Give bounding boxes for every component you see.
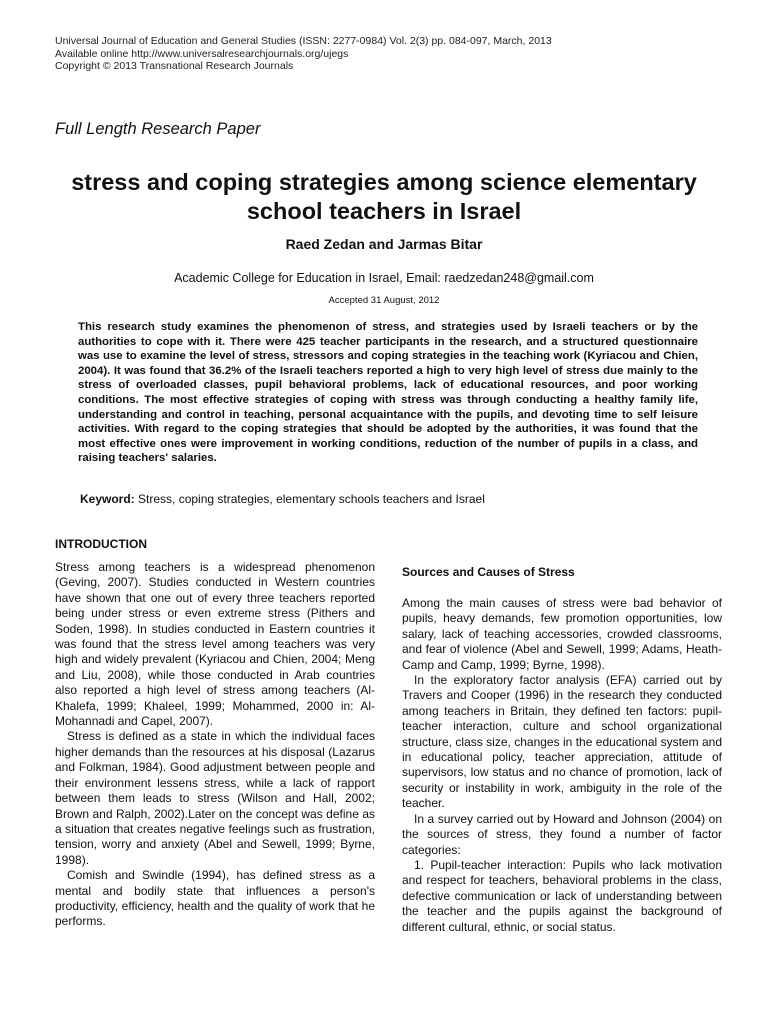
keywords <box>80 492 485 506</box>
journal-header <box>55 35 552 73</box>
accepted-date: Accepted 31 August, 2012 <box>328 295 440 306</box>
sources-column <box>402 596 722 935</box>
introduction-heading: INTRODUCTION <box>55 537 147 551</box>
journal-citation: Universal Journal of Education and General Studies (ISSN: 2277-0984) Vol. 2(3) pp. 084-097, March, 2013 <box>55 35 552 47</box>
sources-heading: Sources and Causes of Stress <box>402 565 575 579</box>
sources-paragraph: In a survey carried out by Howard and Johnson (2004) on the sources of stress, they found a number of factor categories: <box>402 811 722 857</box>
abstract: This research study examines the phenomenon of stress, and strategies used by Israeli teachers or by the authorities to cope with it. There were 425 teacher participants in the research, and a structured questionnaire was use to examine the level of stress, stressors and coping strategies in the teaching work (Kyriacou and Chien, 2004). It was found that 36.2% of the Israeli teachers reported a high to very high level of stress due mainly to the stress of overloaded classes, pupil behavioral problems, lack of educational resources, and poor working conditions. The most effective strategies of coping with stress was through conducting a healthy family life, understanding and control in teaching, personal acquaintance with the pupils, and devoting time to self leisure activities. With regard to the coping strategies that should be adopted by the authorities, it was found that the most effective ones were improvement in working conditions, reduction of the number of pupils in a class, and raising teachers' salaries. <box>78 321 698 465</box>
intro-paragraph: Stress is defined as a state in which the individual faces higher demands than the resources at his disposal (Lazarus and Folkman, 1984). Good adjustment between people and their environment lessens stress, while a lack of rapport between them leads to stress (Wilson and Hall, 2002; Brown and Ralph, 2002).Later on the concept was define as a situation that creates negative feelings such as frustration, tension, worry and anxiety (Abel and Sewell, 1999; Byrne, 1998). <box>55 729 375 867</box>
intro-paragraph: Stress among teachers is a widespread phenomenon (Geving, 2007). Studies conducted in Western countries have shown that one out of every three teachers reported being under stress or even extreme stress (Pithers and Soden, 1998). In studies conducted in Eastern countries it was found that the stress level among teachers was very high and widely prevalent (Kyriacou and Chien, 2004; Meng and Liu, 2008), while those conducted in Arab countries also reported a high level of stress among teachers (Al-Khalefa, 1999; Khaleel, 1999; Mohammed, 2000 in: Al-Mohannadi and Capel, 2007). <box>55 560 375 729</box>
affiliation: Academic College for Education in Israel, Email: raedzedan248@gmail.com <box>174 271 594 285</box>
authors: Raed Zedan and Jarmas Bitar <box>285 236 483 252</box>
journal-url: Available online http://www.universalresearchjournals.org/ujegs <box>55 47 349 60</box>
keyword-label: Keyword: <box>80 492 135 506</box>
paper-type: Full Length Research Paper <box>55 120 261 138</box>
introduction-column <box>55 560 375 930</box>
journal-copyright: Copyright © 2013 Transnational Research Journals <box>55 60 294 72</box>
paper-title: stress and coping strategies among science elementary school teachers in Israel <box>71 169 697 224</box>
sources-paragraph: 1. Pupil-teacher interaction: Pupils who lack motivation and respect for teachers, behavioral problems in the class, defective communication or lack of understanding between the teacher and the pupils against the background of different cultural, ethnic, or social status. <box>402 857 722 934</box>
sources-paragraph: In the exploratory factor analysis (EFA) carried out by Travers and Cooper (1996) in the research they conducted among teachers in Britain, they defined ten factors: pupil-teacher interaction, culture and school organizational structure, class size, changes in the educational system and in educational policy, teacher appreciation, attitude of supervisors, low status and no chance of promotion, lack of security or instability in work, ambiguity in the role of the teacher. <box>402 673 722 811</box>
intro-paragraph: Comish and Swindle (1994), has defined stress as a mental and bodily state that influences a person's productivity, efficiency, health and the quality of work that he performs. <box>55 868 375 929</box>
sources-paragraph: Among the main causes of stress were bad behavior of pupils, heavy demands, few promotion opportunities, low salary, lack of teaching accessories, crowded classrooms, and fear of violence (Abel and Sewell, 1999; Adams, Heath-Camp and Camp, 1999; Byrne, 1998). <box>402 596 722 672</box>
keyword-text: Stress, coping strategies, elementary schools teachers and Israel <box>134 492 485 506</box>
